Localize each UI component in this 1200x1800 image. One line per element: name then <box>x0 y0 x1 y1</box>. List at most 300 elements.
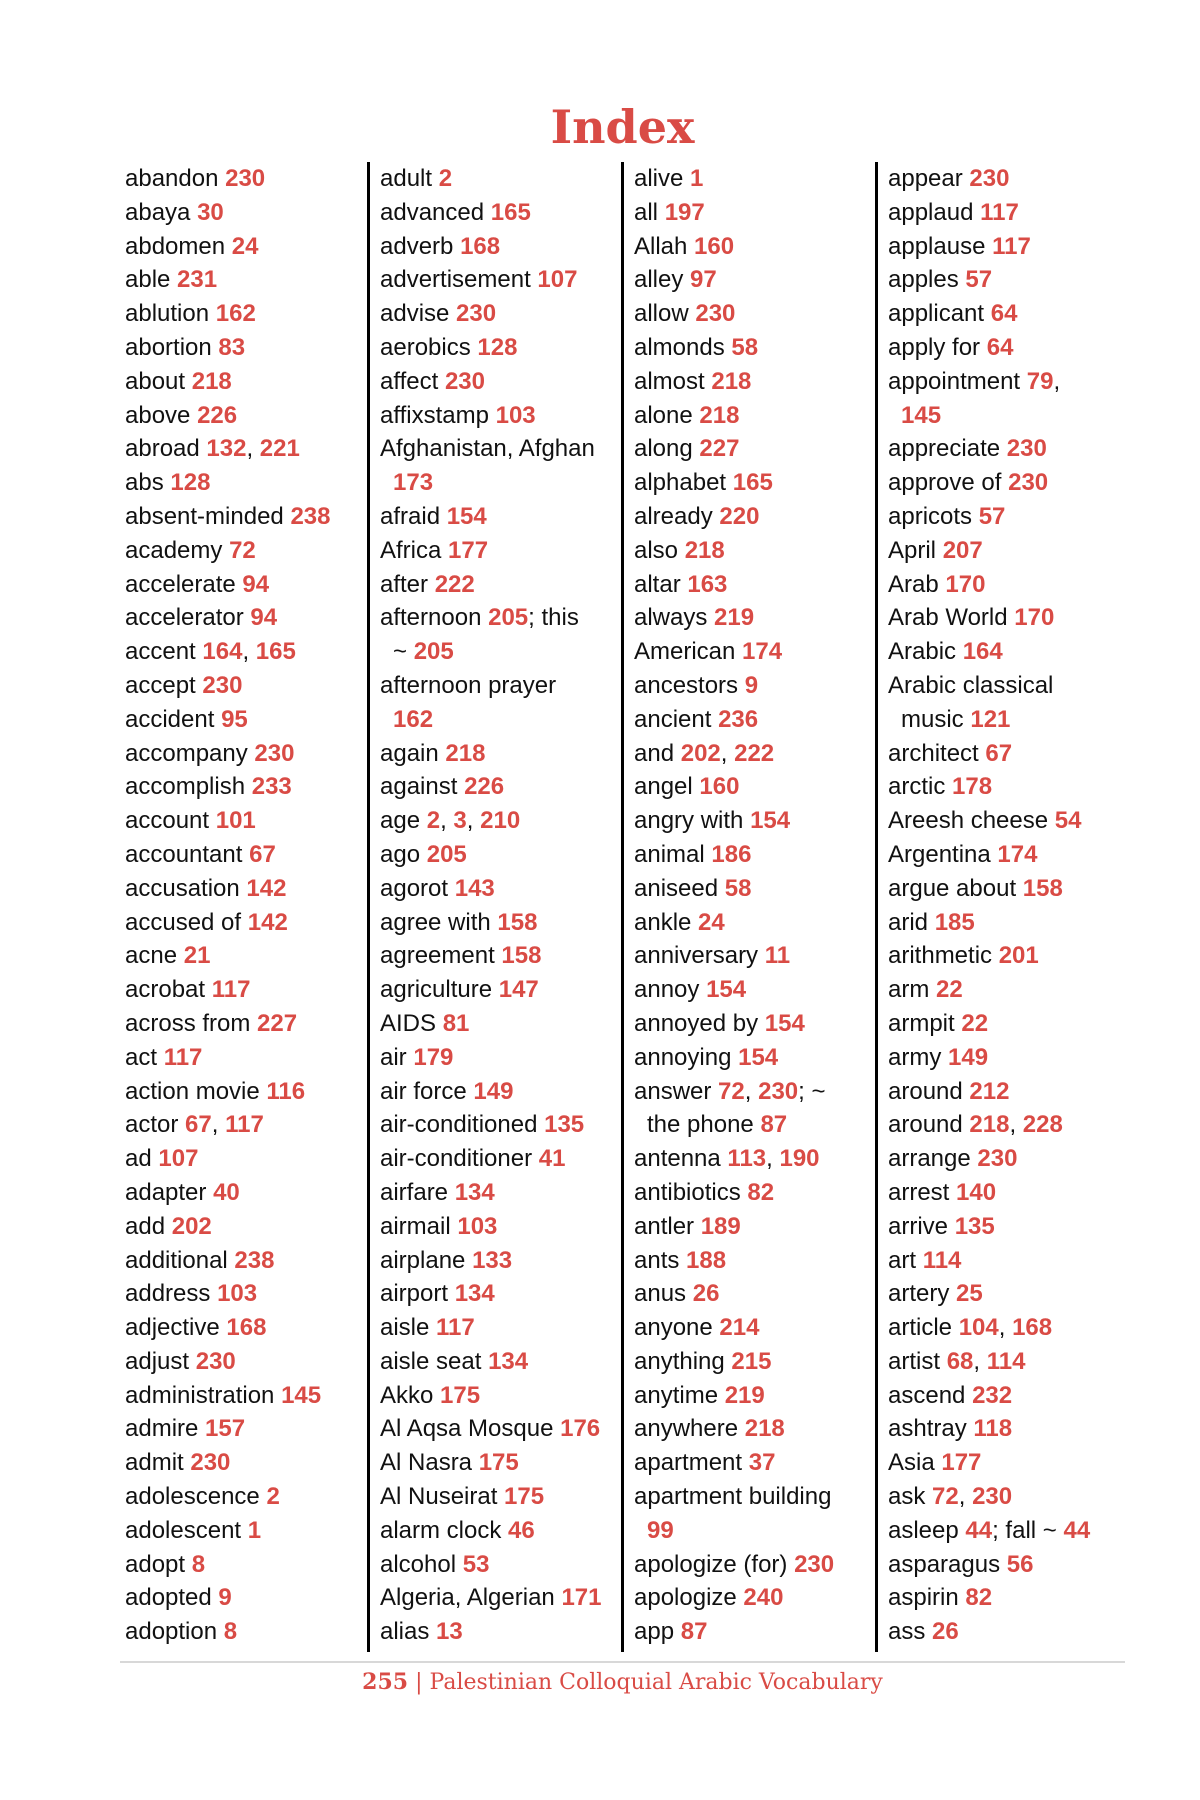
page-reference: 230 <box>794 1550 835 1578</box>
page-reference: 230 <box>1008 469 1049 497</box>
entry-term: adoption <box>125 1618 224 1646</box>
index-entry <box>125 1615 371 1649</box>
index-entry <box>888 973 1134 1007</box>
page-reference: 113 <box>727 1145 767 1173</box>
entry-term: appear <box>888 165 970 192</box>
page-reference: 186 <box>711 840 752 868</box>
page-reference: 117 <box>980 198 1019 226</box>
entry-term: again <box>380 739 446 767</box>
page-reference: 24 <box>698 908 725 936</box>
page-reference: 22 <box>936 976 963 1004</box>
entry-term: ankle <box>634 908 699 936</box>
page-reference: 140 <box>956 1178 997 1206</box>
index-entry <box>634 1176 880 1210</box>
entry-term: airplane <box>380 1246 473 1274</box>
index-entry <box>634 906 880 940</box>
index-entry <box>888 162 1134 196</box>
index-entry <box>380 770 626 804</box>
index-entry <box>634 1007 880 1041</box>
index-entry <box>888 365 1134 399</box>
index-entry <box>380 601 626 635</box>
index-entry <box>888 601 1134 635</box>
entry-term: alias <box>380 1618 437 1646</box>
index-entry <box>888 872 1134 906</box>
page-reference: 162 <box>393 705 434 733</box>
index-entry <box>380 365 626 399</box>
entry-term: across from <box>125 1009 258 1037</box>
entry-term: American <box>634 638 743 666</box>
page-reference: 218 <box>445 739 486 767</box>
index-entry <box>380 1345 626 1379</box>
page-reference: 107 <box>537 266 578 294</box>
index-entry <box>634 1277 880 1311</box>
page-reference: 230 <box>254 739 295 767</box>
index-entry <box>125 331 371 365</box>
index-entry <box>125 196 371 230</box>
index-entry <box>634 872 880 906</box>
entry-term: Asia <box>888 1449 942 1477</box>
index-entry <box>634 669 880 703</box>
page-reference: 230 <box>195 1347 236 1375</box>
page-reference: 226 <box>197 401 238 429</box>
page-reference: 219 <box>714 604 755 632</box>
entry-term: arrive <box>888 1212 955 1240</box>
entry-term: , <box>466 807 481 835</box>
entry-term: April <box>888 536 943 564</box>
index-entry <box>634 331 880 365</box>
entry-term: , <box>242 638 256 666</box>
index-entry <box>634 568 880 602</box>
page-reference: 222 <box>734 739 775 767</box>
entry-term: Akko <box>380 1381 441 1409</box>
index-entry <box>634 162 880 196</box>
page-reference: 227 <box>699 435 740 463</box>
page-reference: 117 <box>211 976 251 1004</box>
page-reference: 116 <box>266 1077 306 1105</box>
page-reference: 168 <box>1012 1314 1053 1342</box>
entry-term: annoy <box>634 976 707 1004</box>
index-entry-continuation <box>634 1108 880 1142</box>
entry-term: against <box>380 773 465 801</box>
page-reference: 87 <box>680 1618 708 1646</box>
entry-term: air-conditioner <box>380 1145 539 1173</box>
entry-term: adverb <box>380 232 461 260</box>
entry-term: arctic <box>888 773 953 801</box>
page-reference: 41 <box>538 1145 566 1173</box>
page-reference: 158 <box>1022 874 1063 902</box>
page-reference: 2 <box>426 807 441 835</box>
entry-term: altar <box>634 570 688 598</box>
entry-term: adolescent <box>125 1516 248 1544</box>
page-reference: 145 <box>281 1381 322 1409</box>
index-entry <box>634 1548 880 1582</box>
entry-term: administration <box>125 1381 282 1409</box>
index-entry <box>888 1210 1134 1244</box>
page-reference: 134 <box>488 1347 529 1375</box>
index-entry <box>380 1108 626 1142</box>
index-entry <box>380 1412 626 1446</box>
page-reference: 189 <box>700 1212 741 1240</box>
page-reference: 56 <box>1006 1550 1034 1578</box>
page-reference: 218 <box>969 1111 1010 1139</box>
page-reference: 64 <box>990 300 1018 328</box>
page-reference: 230 <box>444 367 485 395</box>
index-entry <box>125 1480 371 1514</box>
index-entry-continuation <box>380 703 626 737</box>
index-entry <box>888 1345 1134 1379</box>
page-reference: 101 <box>215 807 256 835</box>
page-reference: 72 <box>229 536 256 564</box>
page-reference: 230 <box>456 300 497 328</box>
index-entry <box>380 1142 626 1176</box>
page-reference: 24 <box>231 232 259 260</box>
index-entry <box>888 635 1134 669</box>
entry-term: almonds <box>634 333 732 361</box>
page-reference: 165 <box>490 198 531 226</box>
page-reference: 230 <box>202 671 243 699</box>
page-reference: 37 <box>748 1449 776 1477</box>
page-reference: 13 <box>436 1618 463 1646</box>
entry-term: accelerator <box>125 604 251 632</box>
entry-term: abroad <box>125 435 207 463</box>
index-entry <box>380 838 626 872</box>
page-reference: 154 <box>446 502 487 530</box>
index-entry <box>125 1277 371 1311</box>
page-reference: 227 <box>257 1009 298 1037</box>
entry-term: anything <box>634 1347 732 1375</box>
index-entry <box>125 601 371 635</box>
index-entry <box>634 1142 880 1176</box>
entry-term: agriculture <box>380 976 499 1004</box>
index-entry <box>888 1615 1134 1649</box>
page-reference: 160 <box>694 232 735 260</box>
index-entry <box>125 703 371 737</box>
page-reference: 3 <box>453 807 467 835</box>
index-entry <box>888 1480 1134 1514</box>
index-entry <box>634 230 880 264</box>
entry-term: airmail <box>380 1212 458 1240</box>
entry-term: arrange <box>888 1145 978 1173</box>
index-entry <box>125 263 371 297</box>
entry-term: Argentina <box>888 840 998 868</box>
index-entry <box>634 737 880 771</box>
entry-term: , <box>958 1483 973 1511</box>
index-entry <box>380 1311 626 1345</box>
entry-term: music <box>901 705 971 733</box>
page-reference: 8 <box>223 1618 238 1646</box>
entry-term: adopted <box>125 1584 219 1612</box>
page-reference: 57 <box>978 502 1006 530</box>
entry-term: architect <box>888 739 986 767</box>
page-reference: 175 <box>504 1483 545 1511</box>
page-reference: 157 <box>205 1415 246 1443</box>
entry-term: animal <box>634 840 712 868</box>
page-reference: 58 <box>731 333 759 361</box>
index-column-2 <box>367 162 626 1652</box>
index-entry <box>125 1311 371 1345</box>
page-reference: 25 <box>956 1280 983 1308</box>
entry-term: , <box>440 807 454 835</box>
index-entry <box>634 365 880 399</box>
entry-term: art <box>888 1246 923 1274</box>
index-entry <box>888 432 1134 466</box>
index-entry <box>125 1548 371 1582</box>
page-reference: 117 <box>163 1043 203 1071</box>
page-reference: 165 <box>255 638 296 666</box>
index-entry <box>125 568 371 602</box>
entry-term: alcohol <box>380 1550 463 1578</box>
page-reference: 218 <box>699 401 740 429</box>
page-reference: 134 <box>454 1178 495 1206</box>
entry-term: alive <box>634 165 691 192</box>
index-entry <box>634 635 880 669</box>
page-reference: 174 <box>997 840 1038 868</box>
entry-term: appointment <box>888 367 1027 395</box>
page-reference: 9 <box>744 671 759 699</box>
page-reference: 97 <box>690 266 717 294</box>
page-reference: 179 <box>413 1043 454 1071</box>
entry-term: ancestors <box>634 671 745 699</box>
entry-term: ablution <box>125 300 216 328</box>
index-entry <box>125 500 371 534</box>
index-entry <box>888 1007 1134 1041</box>
index-entry <box>380 1581 626 1615</box>
page-reference: 72 <box>932 1483 959 1511</box>
index-entry <box>125 1142 371 1176</box>
index-entry <box>125 1345 371 1379</box>
index-entry <box>380 872 626 906</box>
index-entry <box>125 534 371 568</box>
page-reference: 132 <box>206 435 247 463</box>
index-entry <box>380 1446 626 1480</box>
page-reference: 175 <box>440 1381 481 1409</box>
page-reference: 134 <box>454 1280 495 1308</box>
entry-term: annoyed by <box>634 1009 765 1037</box>
page-reference: 95 <box>221 705 248 733</box>
index-entry-continuation <box>888 399 1134 433</box>
index-entry <box>888 1311 1134 1345</box>
index-entry-continuation <box>634 1514 880 1548</box>
index-entry-continuation <box>380 635 626 669</box>
entry-term: around <box>888 1111 970 1139</box>
page-reference: 103 <box>457 1212 498 1240</box>
entry-term: , <box>973 1347 987 1375</box>
page-reference: 158 <box>501 942 542 970</box>
page-reference: 114 <box>922 1246 962 1274</box>
entry-term: ask <box>888 1483 933 1511</box>
page-reference: 22 <box>961 1009 989 1037</box>
page-reference: 99 <box>647 1516 674 1544</box>
page-reference: 57 <box>965 266 993 294</box>
index-entry <box>125 432 371 466</box>
index-entry <box>634 263 880 297</box>
entry-term: apologize <box>634 1584 744 1612</box>
page-reference: 212 <box>969 1077 1010 1105</box>
page-title: Index <box>550 100 695 154</box>
page-reference: 238 <box>290 502 331 530</box>
page-reference: 202 <box>171 1212 212 1240</box>
page-reference: 149 <box>473 1077 514 1105</box>
entry-term: , <box>720 739 735 767</box>
index-entry <box>634 1075 880 1109</box>
entry-term: apartment building <box>634 1483 832 1511</box>
index-column-1 <box>125 162 371 1652</box>
index-entry <box>634 703 880 737</box>
page-reference: 67 <box>185 1111 212 1139</box>
entry-term: applause <box>888 232 993 260</box>
index-entry <box>634 973 880 1007</box>
page-reference: 232 <box>972 1381 1013 1409</box>
page-reference: 94 <box>242 570 270 598</box>
page-reference: 218 <box>684 536 725 564</box>
index-entry <box>888 331 1134 365</box>
footer-separator: | <box>415 1670 423 1695</box>
entry-term: air <box>380 1043 414 1071</box>
page-reference: 177 <box>941 1449 982 1477</box>
entry-term: antenna <box>634 1145 728 1173</box>
page-reference: 11 <box>764 942 791 970</box>
index-entry <box>125 230 371 264</box>
index-entry <box>888 1514 1134 1548</box>
entry-term: add <box>125 1212 172 1240</box>
index-entry <box>634 466 880 500</box>
entry-term: advanced <box>380 198 491 226</box>
index-entry <box>125 1210 371 1244</box>
index-entry <box>634 1345 880 1379</box>
entry-term: also <box>634 536 685 564</box>
entry-term: aniseed <box>634 874 725 902</box>
entry-term: Al Nuseirat <box>380 1483 505 1511</box>
page-reference: 197 <box>664 198 705 226</box>
index-entry <box>125 1379 371 1413</box>
entry-term: asleep <box>888 1516 966 1544</box>
index-entry <box>380 1007 626 1041</box>
index-entry <box>125 737 371 771</box>
index-column-4 <box>875 162 1134 1652</box>
page-reference: 114 <box>986 1347 1026 1375</box>
entry-term: aisle <box>380 1314 437 1342</box>
entry-term: ; this <box>528 604 579 632</box>
entry-term: act <box>125 1043 164 1071</box>
entry-term: angel <box>634 773 700 801</box>
page-reference: 219 <box>724 1381 765 1409</box>
entry-term: anyone <box>634 1314 720 1342</box>
entry-term: adjective <box>125 1314 227 1342</box>
index-entry <box>125 365 371 399</box>
index-entry <box>125 1412 371 1446</box>
entry-term: academy <box>125 536 230 564</box>
entry-term: artery <box>888 1280 957 1308</box>
page-reference: 240 <box>743 1584 784 1612</box>
entry-term: ago <box>380 840 427 868</box>
index-entry <box>380 1277 626 1311</box>
page-reference: 220 <box>719 502 760 530</box>
index-entry <box>125 906 371 940</box>
entry-term: admire <box>125 1415 206 1443</box>
index-entry <box>380 939 626 973</box>
index-entry <box>888 1108 1134 1142</box>
index-entry-continuation <box>380 466 626 500</box>
entry-term: air-conditioned <box>380 1111 545 1139</box>
entry-term: Arab World <box>888 604 1015 632</box>
page-reference: 230 <box>190 1449 231 1477</box>
entry-term: accident <box>125 705 222 733</box>
index-entry <box>125 635 371 669</box>
index-entry <box>380 568 626 602</box>
page-reference: 68 <box>946 1347 974 1375</box>
entry-term: accelerate <box>125 570 243 598</box>
page-reference: 2 <box>438 165 453 192</box>
page-reference: 117 <box>225 1111 264 1139</box>
page-reference: 218 <box>744 1415 785 1443</box>
page-reference: 202 <box>680 739 721 767</box>
page-reference: 94 <box>250 604 278 632</box>
entry-term: asparagus <box>888 1550 1007 1578</box>
page-reference: 82 <box>747 1178 775 1206</box>
page-reference: 118 <box>973 1415 1013 1443</box>
entry-term: afternoon <box>380 604 489 632</box>
entry-term: admit <box>125 1449 191 1477</box>
index-entry <box>634 534 880 568</box>
entry-term: accomplish <box>125 773 252 801</box>
page-reference: 233 <box>251 773 292 801</box>
index-entry <box>125 1176 371 1210</box>
entry-term: , <box>744 1077 759 1105</box>
entry-term: artist <box>888 1347 947 1375</box>
entry-term: Algeria, Algerian <box>380 1584 562 1612</box>
page-reference: 1 <box>247 1516 262 1544</box>
page-reference: 230 <box>695 300 736 328</box>
page-reference: 117 <box>992 232 1031 260</box>
page-number: 255 <box>362 1669 409 1695</box>
page-reference: 236 <box>718 705 759 733</box>
page-reference: 214 <box>719 1314 760 1342</box>
index-entry <box>380 1075 626 1109</box>
index-entry <box>888 1412 1134 1446</box>
page-reference: 175 <box>478 1449 519 1477</box>
page-reference: 64 <box>986 333 1014 361</box>
page-reference: 46 <box>508 1516 535 1544</box>
book-title: Palestinian Colloquial Arabic Vocabulary <box>429 1670 883 1695</box>
entry-term: already <box>634 502 720 530</box>
entry-term: article <box>888 1314 959 1342</box>
index-entry <box>634 1480 880 1514</box>
index-entry <box>888 804 1134 838</box>
entry-term: Arabic classical <box>888 671 1054 699</box>
page-reference: 82 <box>965 1584 993 1612</box>
page-reference: 230 <box>1006 435 1047 463</box>
index-entry <box>380 804 626 838</box>
entry-term: adult <box>380 165 439 192</box>
entry-term: AIDS <box>380 1009 443 1037</box>
index-entry <box>888 1581 1134 1615</box>
index-entry <box>125 838 371 872</box>
page-reference: 221 <box>259 435 300 463</box>
entry-term: airfare <box>380 1178 455 1206</box>
index-entry <box>634 196 880 230</box>
page-reference: 160 <box>699 773 740 801</box>
page-reference: 164 <box>962 638 1003 666</box>
entry-term: around <box>888 1077 970 1105</box>
entry-term: adapter <box>125 1178 214 1206</box>
entry-term: after <box>380 570 435 598</box>
entry-term: alarm clock <box>380 1516 509 1544</box>
page-reference: 174 <box>742 638 783 666</box>
entry-term: abaya <box>125 198 198 226</box>
entry-term: , <box>766 1145 780 1173</box>
page-reference: 170 <box>1014 604 1055 632</box>
entry-term: alley <box>634 266 691 294</box>
